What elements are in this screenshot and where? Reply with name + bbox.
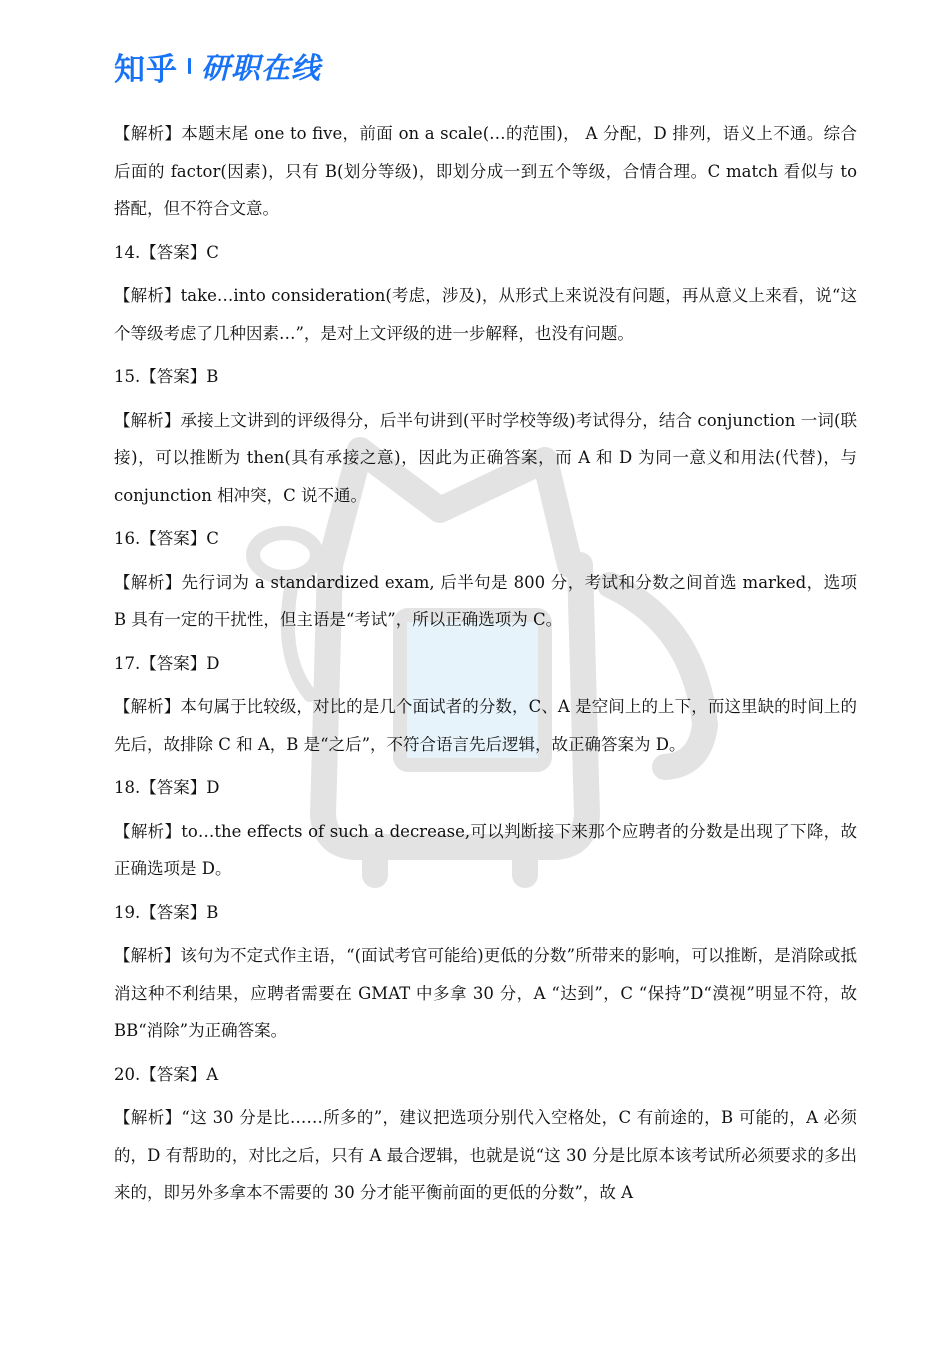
analysis-paragraph: 【解析】先行词为 a standardized exam, 后半句是 800 分，考试和分数之间首选 marked，选项 B 具有一定的干扰性，但主语是“考试”，所以正确选项为 C。 <box>114 572 857 629</box>
answer-line: 15.【答案】B <box>114 367 219 386</box>
answer-line: 16.【答案】C <box>114 529 219 548</box>
answer-line: 14.【答案】C <box>114 242 219 262</box>
analysis-paragraph: 【解析】“这 30 分是比……所多的”，建议把选项分别代入空格处，C 有前途的，B 可能的，A 必须的，D 有帮助的，对比之后，只有 A 最合逻辑，也就是说“这 30 分是比原本该考试所必须要求的多出来的，即另外多拿本不需要的 30 分才能平衡前面的更低的分数”，故 A <box>114 1108 857 1202</box>
answer-line: 17.【答案】D <box>114 653 220 673</box>
analysis-paragraph: 【解析】承接上文讲到的评级得分，后半句讲到(平时学校等级)考试得分，结合 conjunction 一词(联接)，可以推断为 then(具有承接之意)，因此为正确答案，而 A 和 D 为同一意义和用法(代替)，与 conjunction 相冲突，C 说不通。 <box>114 410 857 505</box>
analysis-paragraph: 【解析】take…into consideration(考虑，涉及)，从形式上来说没有问题，再从意义上来看，说“这个等级考虑了几种因素…”，是对上文评级的进一步解释，也没有问题。 <box>114 286 857 343</box>
analysis-paragraph: 【解析】该句为不定式作主语，“(面试考官可能给)更低的分数”所带来的影响，可以推断，是消除或抵消这种不利结果，应聘者需要在 GMAT 中多拿 30 分，A “达到”，C “保持”D“漠视”明显不符，故 BB“消除”为正确答案。 <box>114 946 857 1040</box>
answer-line: 18.【答案】D <box>114 778 220 797</box>
logo-divider <box>188 58 191 74</box>
yanzhi-logo: 研职在线 <box>201 50 322 85</box>
analysis-paragraph: 【解析】to…the effects of such a decrease,可以判断接下来那个应聘者的分数是出现了下降，故正确选项是 D。 <box>114 821 857 878</box>
analysis-paragraph: 【解析】本句属于比较级，对比的是几个面试者的分数，C、A 是空间上的上下，而这里缺的时间上的先后，故排除 C 和 A，B 是“之后”，不符合语言先后逻辑，故正确答案为 D。 <box>114 697 857 754</box>
answer-line: 20.【答案】A <box>114 1064 219 1084</box>
brand-header <box>114 44 321 88</box>
analysis-paragraph: 【解析】本题末尾 one to five，前面 on a scale(…的范围)， A 分配，D 排列，语义上不通。综合后面的 factor(因素)，只有 B(划分等级)，即划分成一到五个等级，合情合理。C match 看似与 to 搭配，但不符合文意。 <box>114 124 857 218</box>
answer-line: 19.【答案】B <box>114 902 219 922</box>
answer-content <box>114 115 857 1218</box>
zhihu-logo: 知乎 <box>114 51 178 88</box>
